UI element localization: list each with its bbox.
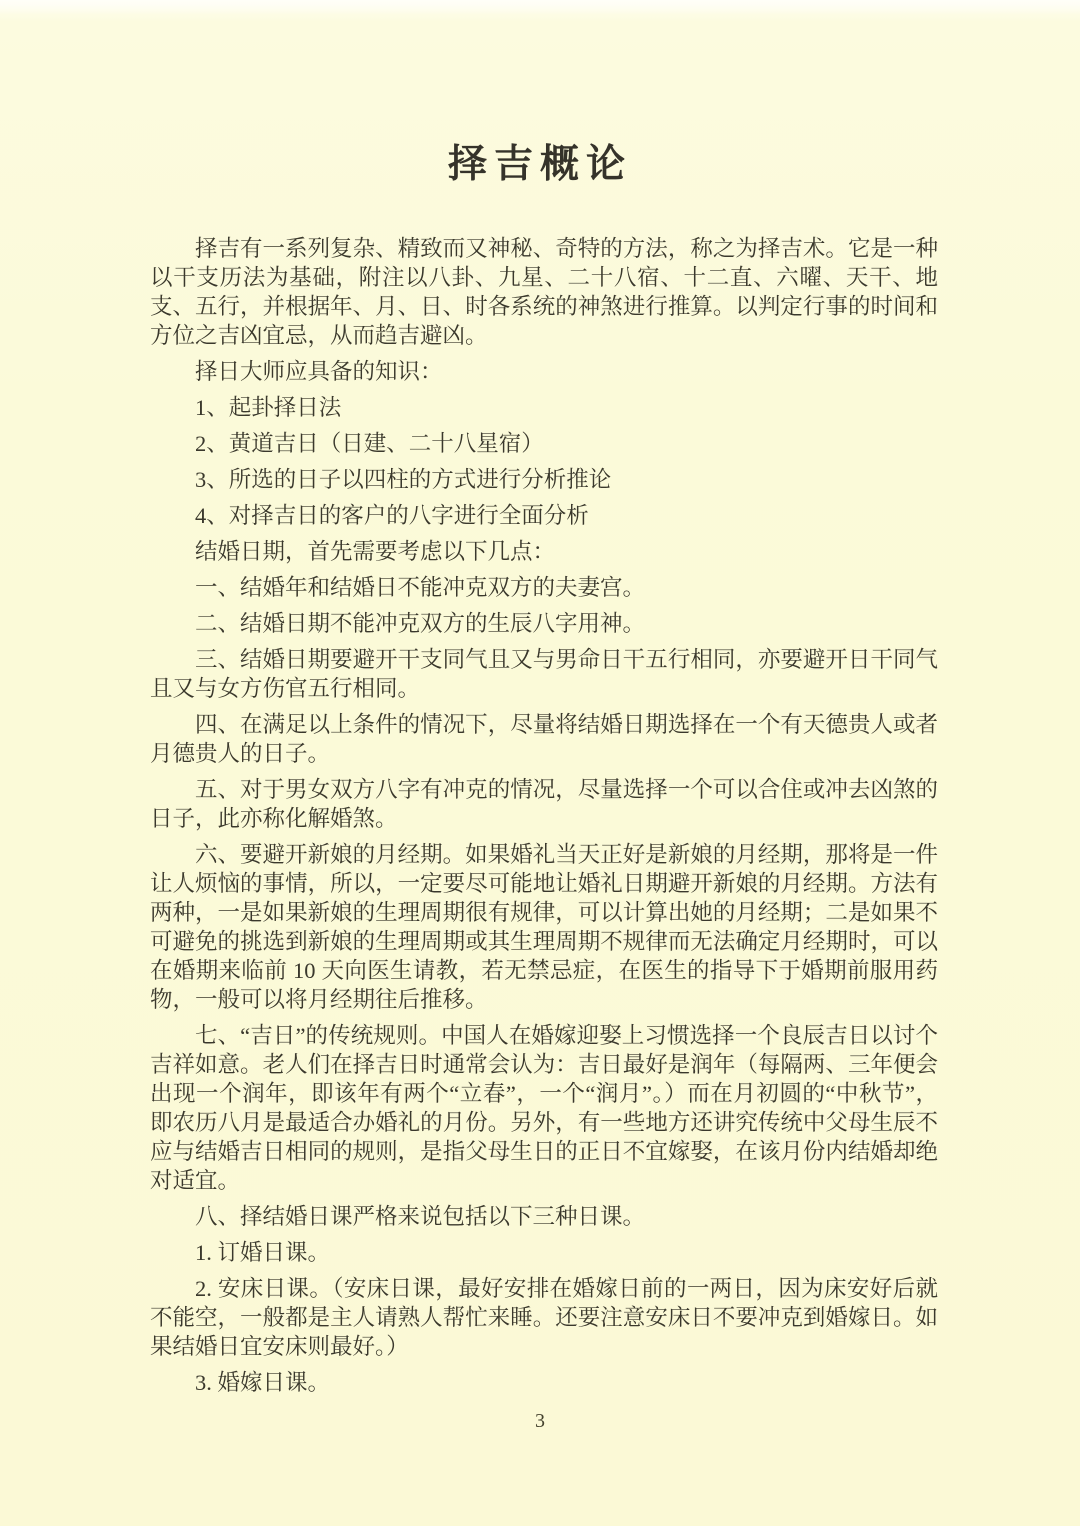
paragraph-intro: 择吉有一系列复杂、精致而又神秘、奇特的方法，称之为择吉术。它是一种以干支历法为基础，附注以八卦、九星、二十八宿、十二直、六曜、天干、地支、五行，并根据年、月、日、时各系统的神煞进行推算。以判定行事的时间和方位之吉凶宜忌，从而趋吉避凶。: [150, 236, 938, 348]
list-item-knowledge-4: 4、对择吉日的客户的八字进行全面分析: [195, 503, 589, 528]
list-item-knowledge-1: 1、起卦择日法: [195, 395, 342, 420]
list-item-rule-4: 四、在满足以上条件的情况下，尽量将结婚日期选择在一个有天德贵人或者月德贵人的日子。: [150, 712, 938, 766]
list-item-course-3: 3. 婚嫁日课。: [195, 1370, 331, 1395]
list-item-rule-6: 六、要避开新娘的月经期。如果婚礼当天正好是新娘的月经期，那将是一件让人烦恼的事情，所以，一定要尽可能地让婚礼日期避开新娘的月经期。方法有两种，一是如果新娘的生理周期很有规律，可以计算出她的月经期；二是如果不可避免的挑选到新娘的生理周期或其生理周期不规律而无法确定月经期时，可以在婚期来临前 10 天向医生请教，若无禁忌症，在医生的指导下于婚期前服用药物，一般可以将月经期往后推移。: [150, 842, 938, 1012]
list-item-rule-3: 三、结婚日期要避开干支同气且又与男命日干五行相同，亦要避开日干同气且又与女方伤官五行相同。: [150, 647, 938, 701]
list-item-knowledge-3: 3、所选的日子以四柱的方式进行分析推论: [195, 467, 612, 492]
list-item-rule-1: 一、结婚年和结婚日不能冲克双方的夫妻宫。: [195, 575, 646, 600]
list-item-rule-7: 七、“吉日”的传统规则。中国人在婚嫁迎娶上习惯选择一个良辰吉日以讨个吉祥如意。老人们在择吉日时通常会认为：吉日最好是润年（每隔两、三年便会出现一个润年，即该年有两个“立春”，一个“润月”。）而在月初圆的“中秋节”，即农历八月是最适合办婚礼的月份。另外，有一些地方还讲究传统中父母生辰不应与结婚吉日相同的规则，是指父母生日的正日不宜嫁娶，在该月份内结婚却绝对适宜。: [150, 1023, 938, 1193]
list-item-rule-2: 二、结婚日期不能冲克双方的生辰八字用神。: [195, 611, 646, 636]
list-item-knowledge-2: 2、黄道吉日（日建、二十八星宿）: [195, 431, 544, 456]
list-item-rule-5: 五、对于男女双方八字有冲克的情况，尽量选择一个可以合住或冲去凶煞的日子，此亦称化解婚煞。: [150, 777, 938, 831]
page-title: 择吉概论: [447, 143, 632, 186]
page-number: 3: [535, 1410, 545, 1432]
list-item-rule-8: 八、择结婚日课严格来说包括以下三种日课。: [195, 1204, 646, 1229]
list-item-course-1: 1. 订婚日课。: [195, 1240, 331, 1265]
document-body: [150, 234, 938, 1397]
list-item-course-2: 2. 安床日课。（安床日课，最好安排在婚嫁日前的一两日，因为床安好后就不能空，一般都是主人请熟人帮忙来睡。还要注意安床日不要冲克到婚嫁日。如果结婚日宜安床则最好。）: [150, 1276, 938, 1359]
paragraph-knowledge-heading: 择日大师应具备的知识：: [195, 359, 443, 384]
paragraph-wedding-heading: 结婚日期，首先需要考虑以下几点：: [195, 539, 556, 564]
